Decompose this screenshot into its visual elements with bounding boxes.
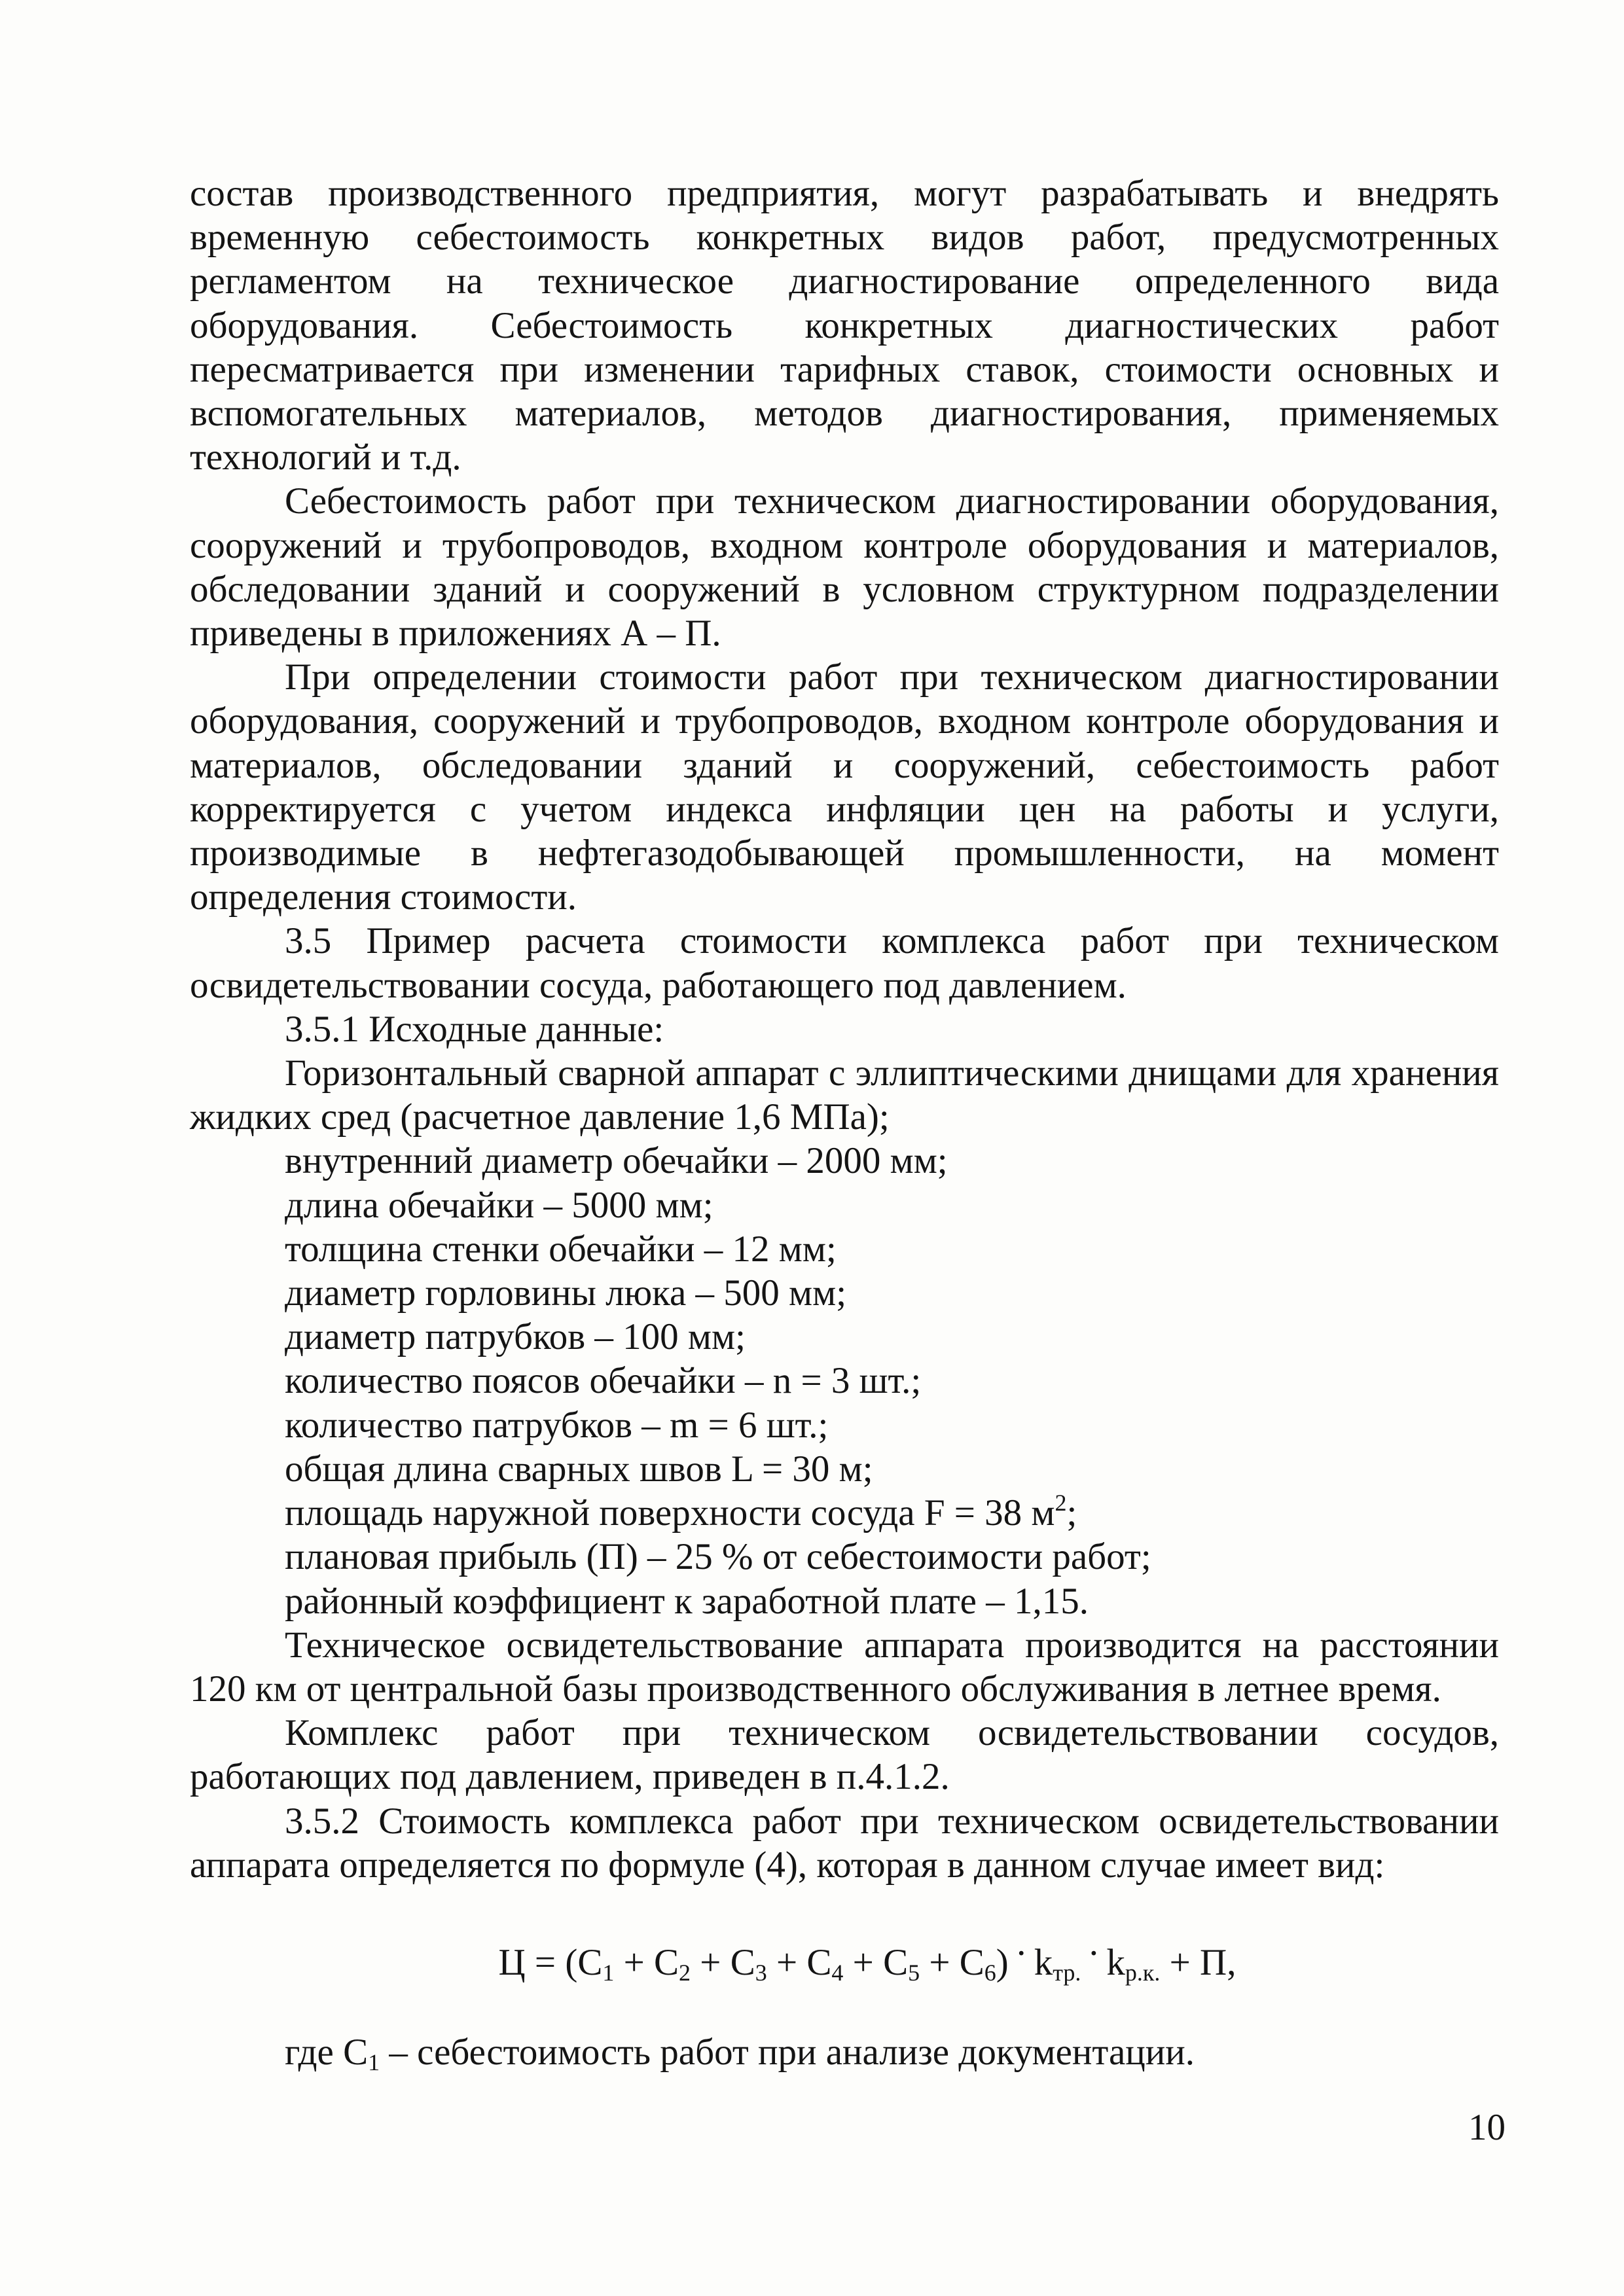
list-item: количество поясов обечайки – n = 3 шт.; xyxy=(285,1360,922,1402)
paragraph-apparatus-description: Горизонтальный сварной аппарат с эллиптическими днищами для хранения жидких сред (расчетное давление 1,6 МПа); xyxy=(190,1052,1499,1138)
list-item: толщина стенки обечайки – 12 мм; xyxy=(285,1228,837,1270)
paragraph-inflation-adjustment: При определении стоимости работ при техническом диагностировании оборудования, сооружений и трубопроводов, входном контроле оборудования и материалов, обследовании зданий и сооружений, себестоимость работ корректируется с учетом индекса инфляции цен на работы и услуги, производимые в нефтегазодобывающей промышленности, на момент определения стоимости. xyxy=(190,656,1499,918)
list-item: количество патрубков – m = 6 шт.; xyxy=(285,1404,829,1446)
formula-plus: + xyxy=(614,1941,654,1983)
formula-k-tr: $k_{тр.}$ xyxy=(1034,1941,1081,1986)
area-text: площадь наружной поверхности сосуда F = 38 м xyxy=(285,1492,1055,1534)
formula-term-c3: $C_3$ xyxy=(730,1941,767,1986)
formula-multiply-dot: · xyxy=(1015,1932,1028,1974)
where-rest: – себестоимость работ при анализе документации. xyxy=(380,2032,1195,2073)
paragraph-inspection-location: Техническое освидетельствование аппарата производится на расстоянии 120 км от центральной базы производственного обслуживания в летнее время. xyxy=(190,1624,1499,1710)
area-exponent: 2 xyxy=(1055,1490,1067,1516)
formula-close-paren: ) xyxy=(996,1941,1009,1983)
paragraph-formula-where xyxy=(190,2030,1499,2074)
formula-term-c4: $C_4$ xyxy=(806,1941,844,1986)
list-item: общая длина сварных швов L = 30 м; xyxy=(285,1448,873,1490)
formula-open-paren: ( xyxy=(565,1941,578,1983)
page-number: 10 xyxy=(1468,2107,1506,2148)
formula-lhs: Ц = xyxy=(498,1941,566,1983)
formula-term-c6: $C_6$ xyxy=(959,1941,996,1986)
list-item: диаметр патрубков – 100 мм; xyxy=(285,1316,746,1358)
where-prefix: где C xyxy=(285,2032,369,2073)
list-item: внутренний диаметр обечайки – 2000 мм; xyxy=(285,1140,948,1182)
area-tail: ; xyxy=(1066,1492,1077,1534)
list-item: длина обечайки – 5000 мм; xyxy=(285,1184,713,1226)
list-item-area xyxy=(285,1491,1499,1535)
formula-tail: + П, xyxy=(1160,1941,1236,1983)
paragraph-intro-continuation: состав производственного предприятия, могут разрабатывать и внедрять временную себестоимость конкретных видов работ, предусмотренных регламентом на техническое диагностирование определенного вида оборудования. Себестоимость конкретных диагностических работ пересматривается при изменении тарифных ставок, стоимости основных и вспомогательных материалов, методов диагностирования, применяемых технологий и т.д. xyxy=(190,173,1499,478)
list-item: диаметр горловины люка – 500 мм; xyxy=(285,1272,847,1314)
cost-formula xyxy=(190,1932,1499,1986)
input-data-list xyxy=(190,1139,1499,1623)
paragraph-work-complex: Комплекс работ при техническом освидетельствовании сосудов, работающих под давлением, приведен в п.4.1.2. xyxy=(190,1712,1499,1798)
formula-plus: + xyxy=(920,1941,960,1983)
list-item: районный коэффициент к заработной плате – 1,15. xyxy=(285,1580,1089,1622)
formula-plus: + xyxy=(691,1941,731,1983)
formula-plus: + xyxy=(843,1941,884,1983)
document-page xyxy=(190,171,1499,2074)
formula-term-c1: $C_1$ xyxy=(577,1941,615,1986)
list-item: плановая прибыль (П) – 25 % от себестоимости работ; xyxy=(285,1536,1151,1578)
paragraph-cost-appendices: Себестоимость работ при техническом диагностировании оборудования, сооружений и трубопроводов, входном контроле оборудования и материалов, обследовании зданий и сооружений в условном структурном подразделении приведены в приложениях А – П. xyxy=(190,480,1499,655)
formula-k-rk: $k_{р.к.}$ xyxy=(1106,1941,1161,1986)
formula-multiply-dot: · xyxy=(1087,1932,1100,1974)
where-sub: 1 xyxy=(368,2049,380,2076)
section-3-5-1-heading: 3.5.1 Исходные данные: xyxy=(285,1008,664,1050)
section-3-5-heading: 3.5 Пример расчета стоимости комплекса работ при техническом освидетельствовании сосуда, работающего под давлением. xyxy=(190,920,1499,1006)
formula-term-c5: $C_5$ xyxy=(883,1941,920,1986)
formula-plus: + xyxy=(767,1941,807,1983)
section-3-5-2-heading: 3.5.2 Стоимость комплекса работ при техническом освидетельствовании аппарата определяется по формуле (4), которая в данном случае имеет вид: xyxy=(190,1800,1499,1886)
formula-term-c2: $C_2$ xyxy=(654,1941,691,1986)
